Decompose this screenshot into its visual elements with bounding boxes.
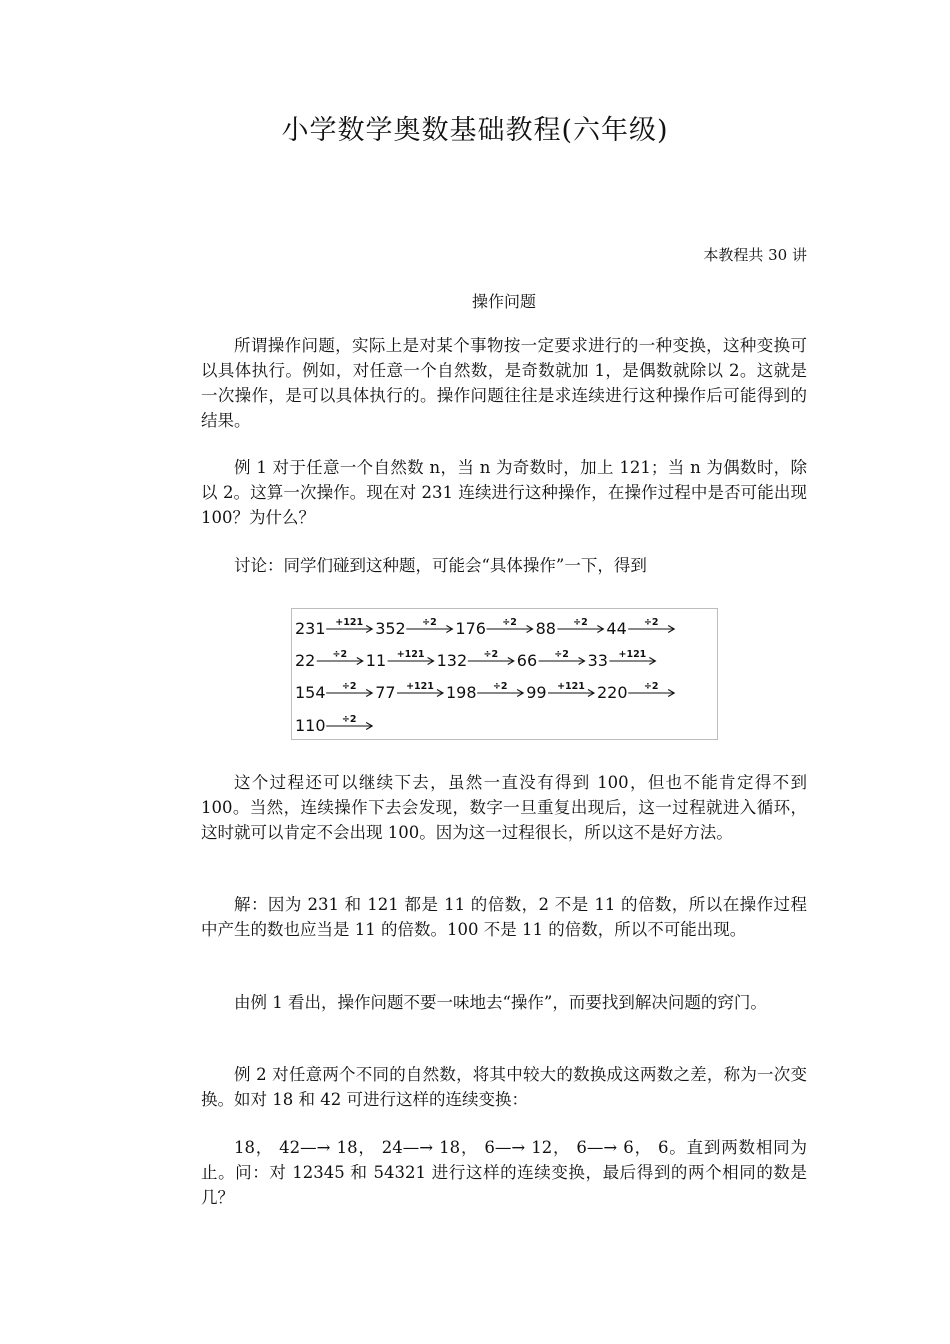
- sequence-number: 231: [295, 619, 326, 638]
- example-2-transform-paragraph: 18， 42—→ 18， 24—→ 18， 6—→ 12， 6—→ 6， 6。直到两数相同为止。问：对 12345 和 54321 进行这样的连续变换，最后得到的两个相同的数是几？: [201, 1138, 807, 1207]
- operation-label: ÷2: [492, 681, 508, 692]
- operation-label: +121: [396, 649, 425, 660]
- intro-paragraph: 所谓操作问题，实际上是对某个事物按一定要求进行的一种变换，这种变换可以具体执行。例如，对任意一个自然数，是奇数就加 1，是偶数就除以 2。这就是一次操作，是可以具体执行的。操作问题往往是求连续进行这种操作后可能得到的结果。: [201, 336, 807, 430]
- operation-label: ÷2: [643, 681, 659, 692]
- operation-label: +121: [406, 681, 434, 692]
- sequence-number: 66: [516, 651, 538, 670]
- sequence-number: 154: [295, 683, 326, 702]
- sequence-number: 198: [446, 683, 477, 702]
- operation-label: +121: [618, 649, 647, 660]
- operation-sequence-figure: [291, 608, 718, 740]
- operation-label: +121: [335, 617, 364, 628]
- sequence-number: 132: [436, 651, 468, 670]
- takeaway-paragraph: 由例 1 看出，操作问题不要一味地去“操作”，而要找到解决问题的窍门。: [234, 993, 767, 1012]
- operation-label: ÷2: [554, 649, 569, 660]
- operation-label: ÷2: [483, 649, 499, 660]
- operation-label: ÷2: [573, 617, 588, 628]
- operation-sequence-diagram: [292, 609, 717, 739]
- sequence-number: 22: [295, 651, 316, 670]
- sequence-number: 33: [587, 651, 608, 670]
- operation-label: ÷2: [502, 617, 517, 628]
- sequence-number: 352: [375, 619, 406, 638]
- operation-label: ÷2: [341, 681, 357, 692]
- sequence-number: 220: [597, 683, 628, 702]
- sequence-number: 88: [535, 619, 556, 638]
- operation-label: ÷2: [341, 714, 357, 725]
- process-comment-paragraph: 这个过程还可以继续下去，虽然一直没有得到 100，但也不能肯定得不到 100。当然，连续操作下去会发现，数字一旦重复出现后，这一过程就进入循环，这时就可以肯定不会出现 100。因为这一过程很长，所以这不是好方法。: [201, 773, 807, 842]
- sequence-number: 11: [365, 651, 387, 670]
- operation-label: +121: [557, 681, 585, 692]
- solution-paragraph: 解：因为 231 和 121 都是 11 的倍数，2 不是 11 的倍数，所以在操作过程中产生的数也应当是 11 的倍数。100 不是 11 的倍数，所以不可能出现。: [201, 895, 807, 939]
- operation-label: ÷2: [643, 617, 659, 628]
- discussion-paragraph: 讨论：同学们碰到这种题，可能会“具体操作”一下，得到: [234, 556, 647, 575]
- lecture-count-note: 本教程共 30 讲: [703, 246, 807, 264]
- operation-label: ÷2: [422, 617, 437, 628]
- document-title: 小学数学奥数基础教程(六年级): [281, 115, 669, 146]
- section-title: 操作问题: [471, 292, 536, 311]
- sequence-number: 110: [295, 716, 326, 735]
- sequence-number: 44: [606, 619, 627, 638]
- sequence-number: 77: [375, 683, 396, 702]
- sequence-number: 176: [455, 619, 486, 638]
- example-2-paragraph: 例 2 对任意两个不同的自然数，将其中较大的数换成这两数之差，称为一次变换。如对 18 和 42 可进行这样的连续变换：: [201, 1065, 807, 1109]
- sequence-number: 99: [526, 683, 547, 702]
- example-1-paragraph: 例 1 对于任意一个自然数 n，当 n 为奇数时，加上 121；当 n 为偶数时，除以 2。这算一次操作。现在对 231 连续进行这种操作，在操作过程中是否可能出现 100？为什么？: [201, 458, 807, 527]
- operation-label: ÷2: [332, 649, 348, 660]
